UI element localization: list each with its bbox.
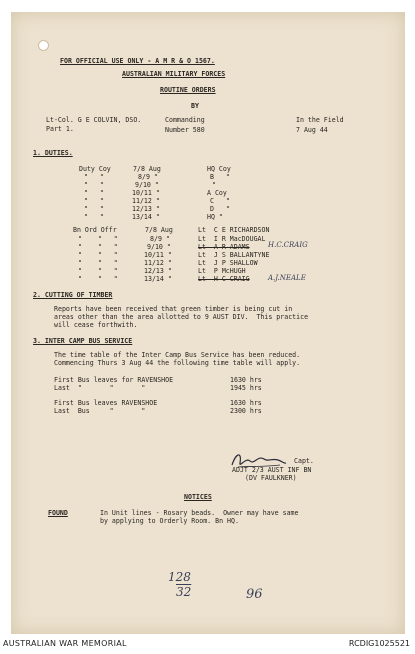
duty-coy-unit: B " — [210, 173, 230, 181]
duty-coy-date: 13/14 " — [132, 213, 160, 221]
found-text-line: by applying to Orderly Room. Bn HQ. — [100, 517, 239, 525]
bn-ord-offr-officer: Lt P McHUGH — [198, 267, 246, 275]
bn-ord-offr-officer: Lt H C CRAIG — [198, 275, 250, 283]
bn-ord-offr-label: " " " — [78, 243, 118, 251]
issuer-role: Commanding — [165, 116, 205, 124]
bn-ord-offr-label: " " " — [78, 251, 118, 259]
duty-coy-label: " " — [84, 197, 104, 205]
handwritten-number: 96 — [246, 587, 263, 602]
duty-coy-unit: HQ Coy — [207, 165, 231, 173]
duties-heading: 1. DUTIES. — [33, 149, 73, 157]
force-title: AUSTRALIAN MILITARY FORCES — [122, 70, 226, 78]
handwritten-correction: A.J.NEALE — [268, 274, 306, 282]
bn-ord-offr-label: " " " — [78, 267, 118, 275]
bus-row-time: 1630 hrs — [230, 399, 262, 407]
notices-heading: NOTICES — [184, 493, 212, 501]
bn-ord-offr-date: 7/8 Aug — [145, 226, 173, 234]
by-line: BY — [191, 102, 199, 110]
duty-coy-date: 10/11 " — [132, 189, 160, 197]
bn-ord-offr-date: 9/10 " — [147, 243, 171, 251]
handwritten-number: 128 — [168, 570, 191, 584]
handwritten-number: 32 — [176, 585, 192, 599]
duty-coy-label: Duty Coy — [79, 165, 111, 173]
classification-line: FOR OFFICIAL USE ONLY - A M R & O 1567. — [60, 57, 215, 65]
duty-coy-unit: HQ " — [207, 213, 223, 221]
bn-ord-offr-date: 12/13 " — [144, 267, 172, 275]
duty-coy-label: " " — [84, 181, 104, 189]
issuer-name: Lt-Col. G E COLVIN, DSO. — [46, 116, 142, 124]
issuer-part: Part 1. — [46, 125, 74, 133]
signature-rank: Capt. — [294, 457, 314, 465]
duty-coy-label: " " — [84, 213, 104, 221]
signature-line: (DV FAULKNER) — [245, 474, 297, 482]
issuer-number: Number 580 — [165, 126, 205, 134]
duty-coy-label: " " — [84, 189, 104, 197]
duty-coy-date: 9/10 " — [135, 181, 159, 189]
duty-coy-date: 7/8 Aug — [133, 165, 161, 173]
timber-body-line: Reports have been received that green timber is being cut in — [54, 305, 293, 313]
bus-row-label: First Bus leaves for RAVENSHOE — [54, 376, 174, 384]
issuer-place: In the Field — [296, 116, 344, 124]
duty-coy-label: " " — [84, 173, 104, 181]
handwritten-correction: H.C.CRAIG — [268, 241, 308, 249]
issuer-date: 7 Aug 44 — [296, 126, 328, 134]
duty-coy-date: 12/13 " — [132, 205, 160, 213]
found-text-line: In Unit lines - Rosary beads. Owner may have same — [100, 509, 299, 517]
bn-ord-offr-label: Bn Ord Offr — [73, 226, 117, 234]
bus-body-line: The time table of the Inter Camp Bus Service has been reduced. — [54, 351, 301, 359]
bn-ord-offr-date: 11/12 " — [144, 259, 172, 267]
timber-body-line: areas other than the area allotted to 9 AUST DIV. This practice — [54, 313, 309, 321]
duty-coy-unit: C " — [210, 197, 230, 205]
duty-coy-date: 8/9 " — [138, 173, 158, 181]
bus-body-line: Commencing Thurs 3 Aug 44 the following time table will apply. — [54, 359, 301, 367]
duty-coy-unit: A Coy — [207, 189, 227, 197]
bn-ord-offr-label: " " " — [78, 235, 118, 243]
duty-coy-label: " " — [84, 205, 104, 213]
bus-row-time: 1945 hrs — [230, 384, 262, 392]
timber-body-line: will cease forthwith. — [54, 321, 138, 329]
duty-coy-unit: D " — [210, 205, 230, 213]
bn-ord-offr-officer: Lt C E RICHARDSON — [198, 226, 270, 234]
bn-ord-offr-label: " " " — [78, 259, 118, 267]
bus-row-label: Last Bus " " — [54, 407, 146, 415]
bus-row-time: 2300 hrs — [230, 407, 262, 415]
bus-row-time: 1630 hrs — [230, 376, 262, 384]
bn-ord-offr-label: " " " — [78, 275, 118, 283]
bn-ord-offr-officer: Lt A R ADAMS — [198, 243, 250, 251]
bus-row-label: Last " " " — [54, 384, 146, 392]
bus-row-label: First Bus leaves RAVENSHOE — [54, 399, 158, 407]
punch-hole — [39, 41, 48, 50]
footer-institution: AUSTRALIAN WAR MEMORIAL — [3, 639, 127, 648]
bn-ord-offr-officer: Lt J S BALLANTYNE — [198, 251, 270, 259]
found-label: FOUND — [48, 509, 68, 517]
bus-heading: 3. INTER CAMP BUS SERVICE — [33, 337, 133, 345]
archive-footer — [0, 634, 415, 654]
bn-ord-offr-date: 10/11 " — [144, 251, 172, 259]
bn-ord-offr-officer: Lt I R MacDOUGAL — [198, 235, 266, 243]
orders-title: ROUTINE ORDERS — [160, 86, 216, 94]
bn-ord-offr-date: 8/9 " — [150, 235, 170, 243]
bn-ord-offr-date: 13/14 " — [144, 275, 172, 283]
signature-line: ADJT 2/3 AUST INF BN — [232, 466, 312, 474]
duty-coy-date: 11/12 " — [132, 197, 160, 205]
timber-heading: 2. CUTTING OF TIMBER — [33, 291, 113, 299]
duty-coy-unit: " — [212, 181, 216, 189]
bn-ord-offr-officer: Lt J P SHALLOW — [198, 259, 258, 267]
footer-record-id: RCDIG1025521 — [348, 639, 410, 648]
